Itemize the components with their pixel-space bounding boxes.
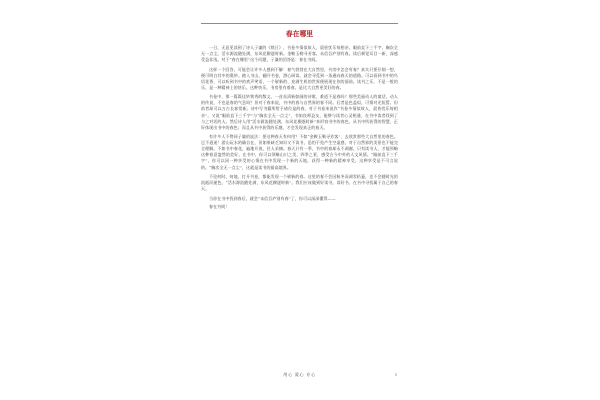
page-footer: [201, 371, 398, 379]
paragraph-2: 这样一个回答，可能会让许多人感到不解：春气勃勃在大自然里，书房中怎会有春？真实只要仔细一想，便可明白其中的奥妙。踏入书山，翻开书卷，潜心研读，就会寻觅到一条通向春天的道路。可以看到书中的鸟语花香，可以听到书中的欢声笑语，一个崭新的、充满生机的世界便展现在你的面前。读书之乐，不是一般的乐，是一种精神上的快乐。这种快乐，书房里有着春，是比大自然更美好的春。: [201, 66, 398, 90]
paragraph-3: 书卷中，那一篇篇佳妙隽秀的散文，一首首清新如画的诗歌，难道不是春吗？那些美丽动人的童话，动人的传说，不也是春的气息吗？但对于春来说，书中的春与自然界的春不同。后者是色盖似，可情对光短暂。但前者却可以万古长春常新。诗中写书籍所给予诸位是的春，对于书卷来说作“书卷多情似故人，晨昏忧乐每相亲”，又说“眼前直下三千字”与“胸次全无一点尘”，书如良师益友，能够与读者心灵相通，在书中读者找到了与之对话的人。然后诗人用“活水源流随处满，东风花柳逐时新”来形容书中的春色，从书中所获得的智慧，正好体现出书中的春色；而且从书中获得的乐趣，才会发现真正的春天。: [201, 94, 398, 130]
paragraph-6: 当你在书中找到春后，就会“未信吾庐别有春”了，你可以深深懂得——: [209, 195, 336, 201]
page-number: 1: [394, 372, 397, 377]
paragraph-5: 不论何时、何地，打开书卷，都能发现一个崭新的春。这里的春不会因秋冬而凋零枯萎，也不会随时光的流逝而褪色。“活水源流随处满，东风花柳逐时新”。我们应该做到好读书，读好书，在书中寻找属于自己的春天。: [201, 173, 398, 192]
document-body: [201, 45, 398, 212]
header-rule: [201, 23, 398, 24]
paragraph-1: 一日，无意见读到了诗人子谦的《赎日》，书卷多情似故人，晨昏忧乐每相亲。眼前直下三千字，胸次全无一点尘。活水源流随处满，东风花柳逐时新。金鞍玉勒寻芳客，未信吾庐别有春。读后顿觉耳目一新，深感受益非浅。对于“春在哪里”这个问题，子谦的回答是：春在书间。: [201, 45, 398, 63]
paragraph-4: 有许多人不赞同子谦的说法：要这种春天有何用？不如“金鞍玉勒寻芳客”，去欣赏那些大自然里的春色。岂不逍遥！游山玩水的确自在，但如果缺乏知识又不读书，恐怕不免产生空虚感，对于自然界的美景也不能完全理解。不如书中春花，遍地开放，任人采摘。春天只有一季，书中的春却永不凋谢。只有读书人，才能领略这种春意盎然的美好。在书中，你可以领略山川之美、四季之景，感受古今中外的人文风情。“眼前直下三千字”，你可以同一种享受的心情在书中发现一个新的天地，获得一种新的精神享受，这种享受是不可言说的。“胸次全无一点尘”，这就是读书的最高境界。: [201, 134, 398, 170]
document-title: 春在哪里: [285, 30, 314, 38]
footer-text: 用心 爱心 专心: [283, 372, 316, 377]
paragraph-7: 春在书间！: [209, 203, 230, 209]
